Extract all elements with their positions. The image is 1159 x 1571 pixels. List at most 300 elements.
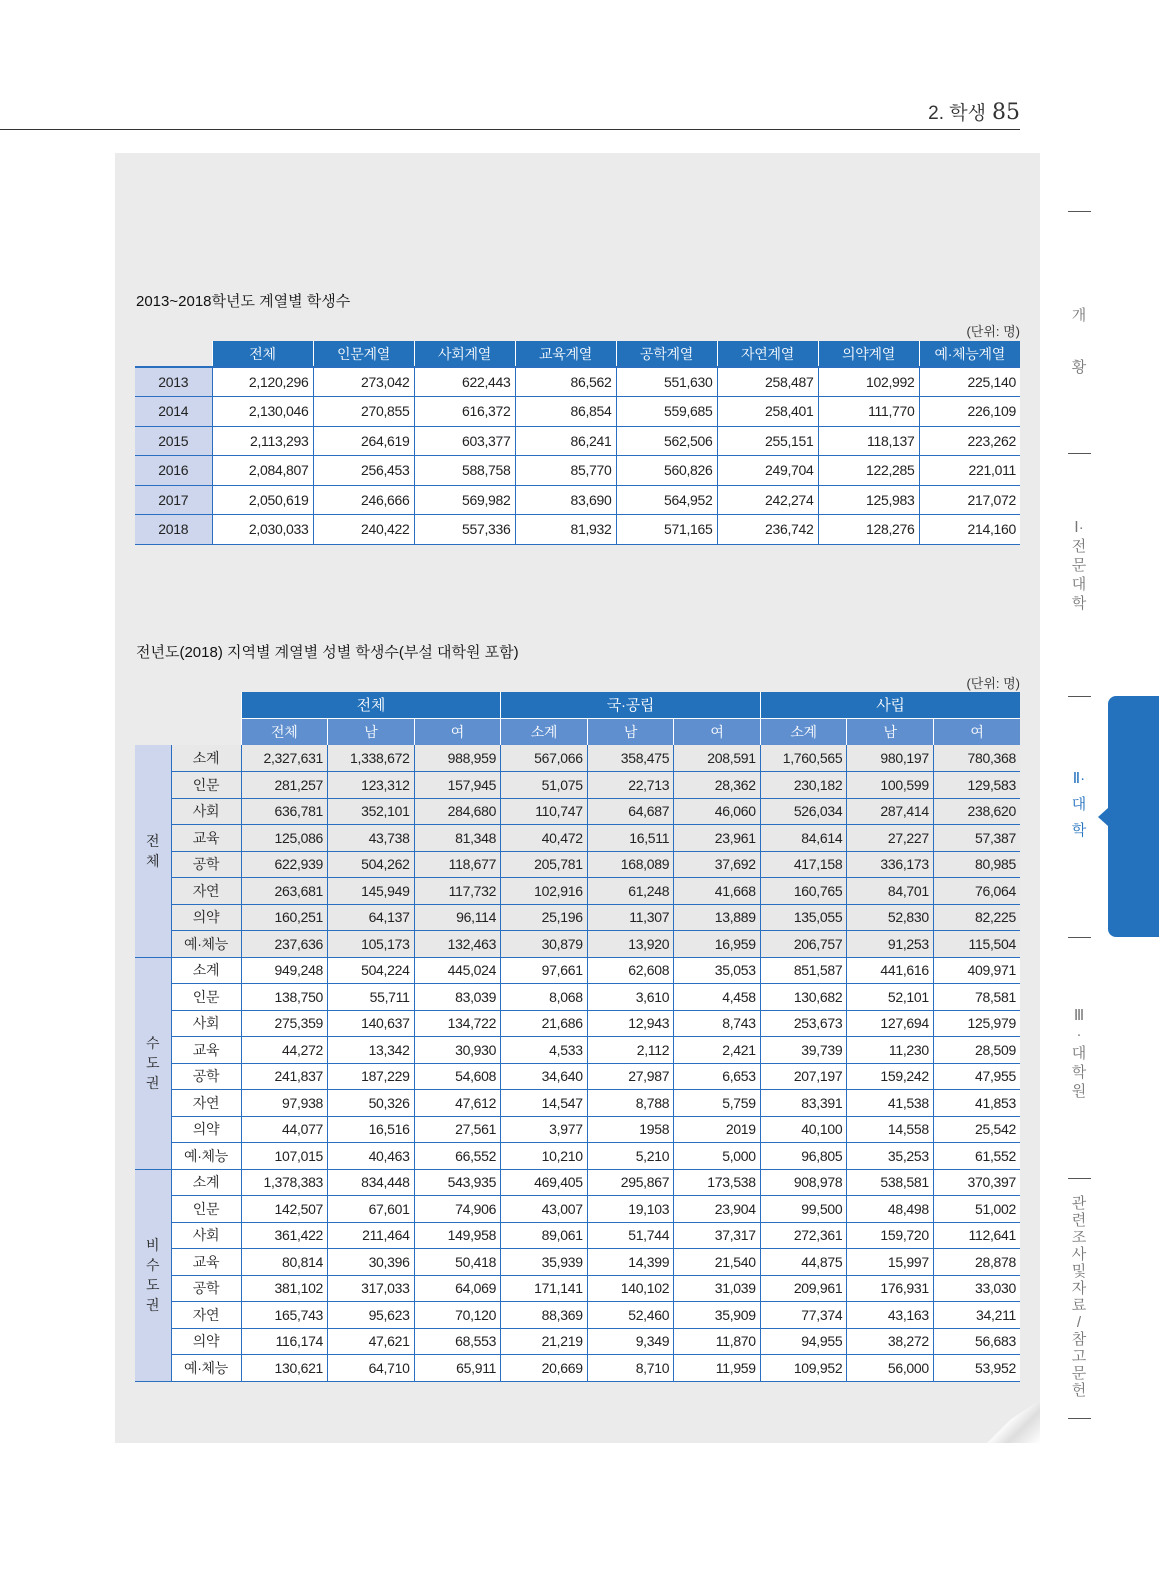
value-cell: 140,102: [587, 1275, 674, 1302]
value-cell: 83,690: [515, 485, 616, 515]
side-nav-item[interactable]: [1068, 290, 1090, 394]
value-cell: 41,668: [674, 878, 761, 905]
side-nav-item[interactable]: [1068, 1195, 1090, 1399]
region-label: 비수도권: [145, 1237, 160, 1313]
value-cell: 11,230: [847, 1037, 934, 1064]
value-cell: 4,458: [674, 984, 761, 1011]
value-cell: 15,997: [847, 1249, 934, 1276]
nav-divider: [1068, 1418, 1091, 1419]
corner-cell: [135, 341, 212, 367]
subcolumn-header: 여: [674, 718, 761, 745]
value-cell: 100,599: [847, 772, 934, 799]
table-row: [135, 1063, 1020, 1090]
value-cell: 908,978: [760, 1169, 847, 1196]
value-cell: 1958: [587, 1116, 674, 1143]
category-cell: 교육: [171, 825, 241, 852]
value-cell: 381,102: [241, 1275, 328, 1302]
value-cell: 97,661: [501, 957, 588, 984]
value-cell: 27,227: [847, 825, 934, 852]
value-cell: 138,750: [241, 984, 328, 1011]
value-cell: 38,272: [847, 1328, 934, 1355]
value-cell: 64,687: [587, 798, 674, 825]
year-cell: 2015: [135, 426, 212, 456]
table-row: [135, 825, 1020, 852]
category-cell: 소계: [171, 1169, 241, 1196]
value-cell: 35,253: [847, 1143, 934, 1170]
value-cell: 241,837: [241, 1063, 328, 1090]
value-cell: 361,422: [241, 1222, 328, 1249]
value-cell: 256,453: [313, 456, 414, 486]
value-cell: 255,151: [717, 426, 818, 456]
value-cell: 187,229: [328, 1063, 415, 1090]
value-cell: 125,979: [933, 1010, 1020, 1037]
value-cell: 3,610: [587, 984, 674, 1011]
value-cell: 526,034: [760, 798, 847, 825]
category-cell: 예·체능: [171, 1143, 241, 1170]
value-cell: 118,137: [818, 426, 919, 456]
value-cell: 988,959: [414, 745, 501, 772]
value-cell: 123,312: [328, 772, 415, 799]
column-header: 인문계열: [313, 341, 414, 367]
subcolumn-header: 남: [328, 718, 415, 745]
nav-divider: [1068, 696, 1091, 697]
value-cell: 55,711: [328, 984, 415, 1011]
value-cell: 11,870: [674, 1328, 761, 1355]
table-row: [135, 426, 1020, 456]
value-cell: 208,591: [674, 745, 761, 772]
value-cell: 6,653: [674, 1063, 761, 1090]
category-cell: 자연: [171, 1302, 241, 1329]
value-cell: 8,710: [587, 1355, 674, 1382]
value-cell: 88,369: [501, 1302, 588, 1329]
value-cell: 52,830: [847, 904, 934, 931]
value-cell: 83,039: [414, 984, 501, 1011]
value-cell: 780,368: [933, 745, 1020, 772]
category-cell: 사회: [171, 1010, 241, 1037]
value-cell: 27,561: [414, 1116, 501, 1143]
value-cell: 112,641: [933, 1222, 1020, 1249]
value-cell: 223,262: [919, 426, 1020, 456]
value-cell: 43,007: [501, 1196, 588, 1223]
corner-cell: [135, 692, 241, 745]
value-cell: 47,955: [933, 1063, 1020, 1090]
value-cell: 89,061: [501, 1222, 588, 1249]
value-cell: 258,401: [717, 397, 818, 427]
value-cell: 603,377: [414, 426, 515, 456]
table-row: [135, 878, 1020, 905]
group-header: 국·공립: [501, 692, 761, 718]
year-cell: 2016: [135, 456, 212, 486]
value-cell: 205,781: [501, 851, 588, 878]
value-cell: 249,704: [717, 456, 818, 486]
value-cell: 13,920: [587, 931, 674, 958]
table-row: [135, 1037, 1020, 1064]
value-cell: 12,943: [587, 1010, 674, 1037]
value-cell: 14,547: [501, 1090, 588, 1117]
value-cell: 1,760,565: [760, 745, 847, 772]
value-cell: 173,538: [674, 1169, 761, 1196]
value-cell: 3,977: [501, 1116, 588, 1143]
value-cell: 2,050,619: [212, 485, 313, 515]
value-cell: 125,086: [241, 825, 328, 852]
value-cell: 110,747: [501, 798, 588, 825]
table-row: [135, 1196, 1020, 1223]
value-cell: 4,533: [501, 1037, 588, 1064]
region-cell: [135, 957, 171, 1169]
value-cell: 37,317: [674, 1222, 761, 1249]
value-cell: 41,538: [847, 1090, 934, 1117]
value-cell: 16,511: [587, 825, 674, 852]
value-cell: 272,361: [760, 1222, 847, 1249]
value-cell: 28,878: [933, 1249, 1020, 1276]
value-cell: 11,959: [674, 1355, 761, 1382]
table-row: [135, 456, 1020, 486]
region-cell: [135, 745, 171, 957]
value-cell: 16,516: [328, 1116, 415, 1143]
value-cell: 76,064: [933, 878, 1020, 905]
value-cell: 160,251: [241, 904, 328, 931]
value-cell: 352,101: [328, 798, 415, 825]
value-cell: 84,701: [847, 878, 934, 905]
value-cell: 85,770: [515, 456, 616, 486]
value-cell: 238,620: [933, 798, 1020, 825]
value-cell: 46,060: [674, 798, 761, 825]
side-nav-label: 관련조사 및 자료/참고문헌: [1071, 1195, 1087, 1399]
value-cell: 51,002: [933, 1196, 1020, 1223]
page-number: 85: [992, 100, 1020, 125]
value-cell: 5,000: [674, 1143, 761, 1170]
value-cell: 8,743: [674, 1010, 761, 1037]
value-cell: 81,348: [414, 825, 501, 852]
category-cell: 예·체능: [171, 1355, 241, 1382]
value-cell: 62,608: [587, 957, 674, 984]
value-cell: 68,553: [414, 1328, 501, 1355]
value-cell: 40,463: [328, 1143, 415, 1170]
table-row: [135, 1355, 1020, 1382]
subcolumn-header: 전체: [241, 718, 328, 745]
value-cell: 236,742: [717, 515, 818, 545]
value-cell: 86,562: [515, 367, 616, 397]
value-cell: 30,930: [414, 1037, 501, 1064]
table-row: [135, 1328, 1020, 1355]
nav-divider: [1068, 453, 1091, 454]
value-cell: 97,938: [241, 1090, 328, 1117]
region-cell: [135, 1169, 171, 1381]
value-cell: 21,686: [501, 1010, 588, 1037]
value-cell: 40,472: [501, 825, 588, 852]
value-cell: 43,738: [328, 825, 415, 852]
active-section-tab: [1108, 696, 1159, 937]
category-cell: 의약: [171, 1116, 241, 1143]
value-cell: 78,581: [933, 984, 1020, 1011]
category-cell: 인문: [171, 984, 241, 1011]
value-cell: 214,160: [919, 515, 1020, 545]
value-cell: 28,509: [933, 1037, 1020, 1064]
table2-unit: (단위: 명): [966, 676, 1020, 691]
value-cell: 157,945: [414, 772, 501, 799]
value-cell: 358,475: [587, 745, 674, 772]
value-cell: 37,692: [674, 851, 761, 878]
value-cell: 571,165: [616, 515, 717, 545]
table-row: [135, 1222, 1020, 1249]
value-cell: 84,614: [760, 825, 847, 852]
value-cell: 23,904: [674, 1196, 761, 1223]
value-cell: 44,875: [760, 1249, 847, 1276]
value-cell: 226,109: [919, 397, 1020, 427]
category-cell: 자연: [171, 878, 241, 905]
value-cell: 5,759: [674, 1090, 761, 1117]
nav-divider: [1068, 1178, 1091, 1179]
subcolumn-header: 소계: [501, 718, 588, 745]
table-row: [135, 745, 1020, 772]
category-cell: 인문: [171, 772, 241, 799]
value-cell: 504,262: [328, 851, 415, 878]
students-by-region-table: [135, 692, 1020, 1382]
value-cell: 409,971: [933, 957, 1020, 984]
value-cell: 2,084,807: [212, 456, 313, 486]
value-cell: 2,112: [587, 1037, 674, 1064]
table1-title: 2013~2018학년도 계열별 학생수: [136, 293, 351, 310]
value-cell: 557,336: [414, 515, 515, 545]
table1-unit: (단위: 명): [966, 324, 1020, 339]
column-header: 자연계열: [717, 341, 818, 367]
value-cell: 134,722: [414, 1010, 501, 1037]
side-nav-item[interactable]: [1068, 766, 1090, 844]
year-cell: 2017: [135, 485, 212, 515]
category-cell: 교육: [171, 1249, 241, 1276]
column-header: 공학계열: [616, 341, 717, 367]
year-cell: 2018: [135, 515, 212, 545]
value-cell: 246,666: [313, 485, 414, 515]
value-cell: 168,089: [587, 851, 674, 878]
value-cell: 142,507: [241, 1196, 328, 1223]
value-cell: 130,682: [760, 984, 847, 1011]
year-cell: 2013: [135, 367, 212, 397]
side-nav-item[interactable]: [1068, 518, 1090, 613]
value-cell: 11,307: [587, 904, 674, 931]
header-divider: [0, 129, 1020, 130]
value-cell: 9,349: [587, 1328, 674, 1355]
value-cell: 44,077: [241, 1116, 328, 1143]
value-cell: 417,158: [760, 851, 847, 878]
subcolumn-header: 남: [587, 718, 674, 745]
column-header: 의약계열: [818, 341, 919, 367]
value-cell: 538,581: [847, 1169, 934, 1196]
value-cell: 221,011: [919, 456, 1020, 486]
value-cell: 13,342: [328, 1037, 415, 1064]
value-cell: 275,359: [241, 1010, 328, 1037]
value-cell: 2019: [674, 1116, 761, 1143]
value-cell: 35,909: [674, 1302, 761, 1329]
value-cell: 50,418: [414, 1249, 501, 1276]
value-cell: 40,100: [760, 1116, 847, 1143]
value-cell: 25,196: [501, 904, 588, 931]
value-cell: 122,285: [818, 456, 919, 486]
value-cell: 287,414: [847, 798, 934, 825]
value-cell: 240,422: [313, 515, 414, 545]
value-cell: 209,961: [760, 1275, 847, 1302]
value-cell: 129,583: [933, 772, 1020, 799]
value-cell: 67,601: [328, 1196, 415, 1223]
value-cell: 469,405: [501, 1169, 588, 1196]
value-cell: 441,616: [847, 957, 934, 984]
value-cell: 264,619: [313, 426, 414, 456]
value-cell: 44,272: [241, 1037, 328, 1064]
value-cell: 107,015: [241, 1143, 328, 1170]
value-cell: 57,387: [933, 825, 1020, 852]
value-cell: 54,608: [414, 1063, 501, 1090]
value-cell: 559,685: [616, 397, 717, 427]
value-cell: 13,889: [674, 904, 761, 931]
value-cell: 636,781: [241, 798, 328, 825]
value-cell: 52,101: [847, 984, 934, 1011]
value-cell: 140,637: [328, 1010, 415, 1037]
value-cell: 135,055: [760, 904, 847, 931]
value-cell: 949,248: [241, 957, 328, 984]
value-cell: 23,961: [674, 825, 761, 852]
value-cell: 96,114: [414, 904, 501, 931]
value-cell: 33,030: [933, 1275, 1020, 1302]
value-cell: 588,758: [414, 456, 515, 486]
value-cell: 336,173: [847, 851, 934, 878]
value-cell: 2,421: [674, 1037, 761, 1064]
value-cell: 560,826: [616, 456, 717, 486]
value-cell: 10,210: [501, 1143, 588, 1170]
table2-title: 전년도(2018) 지역별 계열별 성별 학생수(부설 대학원 포함): [136, 644, 519, 661]
value-cell: 94,955: [760, 1328, 847, 1355]
group-header: 전체: [241, 692, 501, 718]
category-cell: 공학: [171, 1275, 241, 1302]
table-row: [135, 367, 1020, 397]
value-cell: 206,757: [760, 931, 847, 958]
table-row: [135, 485, 1020, 515]
value-cell: 1,338,672: [328, 745, 415, 772]
value-cell: 980,197: [847, 745, 934, 772]
value-cell: 622,443: [414, 367, 515, 397]
value-cell: 14,558: [847, 1116, 934, 1143]
value-cell: 211,464: [328, 1222, 415, 1249]
value-cell: 270,855: [313, 397, 414, 427]
value-cell: 317,033: [328, 1275, 415, 1302]
category-cell: 자연: [171, 1090, 241, 1117]
column-header: 예·체능계열: [919, 341, 1020, 367]
value-cell: 64,710: [328, 1355, 415, 1382]
side-nav-item[interactable]: [1068, 1006, 1090, 1101]
category-cell: 의약: [171, 1328, 241, 1355]
value-cell: 263,681: [241, 878, 328, 905]
value-cell: 65,911: [414, 1355, 501, 1382]
value-cell: 61,552: [933, 1143, 1020, 1170]
column-header: 사회계열: [414, 341, 515, 367]
category-cell: 인문: [171, 1196, 241, 1223]
value-cell: 165,743: [241, 1302, 328, 1329]
value-cell: 96,805: [760, 1143, 847, 1170]
value-cell: 95,623: [328, 1302, 415, 1329]
category-cell: 소계: [171, 745, 241, 772]
value-cell: 70,120: [414, 1302, 501, 1329]
value-cell: 34,640: [501, 1063, 588, 1090]
region-label: 수도권: [145, 1035, 160, 1091]
running-header: [928, 98, 1020, 125]
value-cell: 2,120,296: [212, 367, 313, 397]
value-cell: 99,500: [760, 1196, 847, 1223]
value-cell: 66,552: [414, 1143, 501, 1170]
value-cell: 21,540: [674, 1249, 761, 1276]
category-cell: 공학: [171, 1063, 241, 1090]
value-cell: 8,068: [501, 984, 588, 1011]
table-row: [135, 851, 1020, 878]
value-cell: 2,130,046: [212, 397, 313, 427]
value-cell: 34,211: [933, 1302, 1020, 1329]
value-cell: 47,612: [414, 1090, 501, 1117]
value-cell: 105,173: [328, 931, 415, 958]
value-cell: 217,072: [919, 485, 1020, 515]
table-row: [135, 397, 1020, 427]
value-cell: 81,932: [515, 515, 616, 545]
value-cell: 128,276: [818, 515, 919, 545]
table-row: [135, 798, 1020, 825]
value-cell: 25,542: [933, 1116, 1020, 1143]
value-cell: 102,916: [501, 878, 588, 905]
year-cell: 2014: [135, 397, 212, 427]
value-cell: 19,103: [587, 1196, 674, 1223]
value-cell: 30,396: [328, 1249, 415, 1276]
value-cell: 160,765: [760, 878, 847, 905]
value-cell: 370,397: [933, 1169, 1020, 1196]
value-cell: 273,042: [313, 367, 414, 397]
subcolumn-header: 여: [933, 718, 1020, 745]
nav-divider: [1068, 211, 1091, 212]
value-cell: 118,677: [414, 851, 501, 878]
value-cell: 132,463: [414, 931, 501, 958]
value-cell: 2,030,033: [212, 515, 313, 545]
value-cell: 20,669: [501, 1355, 588, 1382]
value-cell: 159,720: [847, 1222, 934, 1249]
group-header: 사립: [760, 692, 1020, 718]
subcolumn-header: 소계: [760, 718, 847, 745]
nav-divider: [1068, 937, 1091, 938]
value-cell: 27,987: [587, 1063, 674, 1090]
value-cell: 130,621: [241, 1355, 328, 1382]
value-cell: 8,788: [587, 1090, 674, 1117]
value-cell: 115,504: [933, 931, 1020, 958]
value-cell: 48,498: [847, 1196, 934, 1223]
value-cell: 616,372: [414, 397, 515, 427]
table-row: [135, 931, 1020, 958]
subcolumn-header: 여: [414, 718, 501, 745]
column-header: 전체: [212, 341, 313, 367]
value-cell: 14,399: [587, 1249, 674, 1276]
value-cell: 284,680: [414, 798, 501, 825]
value-cell: 543,935: [414, 1169, 501, 1196]
value-cell: 61,248: [587, 878, 674, 905]
value-cell: 237,636: [241, 931, 328, 958]
value-cell: 2,327,631: [241, 745, 328, 772]
category-cell: 의약: [171, 904, 241, 931]
table-row: [135, 957, 1020, 984]
value-cell: 564,952: [616, 485, 717, 515]
value-cell: 43,163: [847, 1302, 934, 1329]
category-cell: 사회: [171, 798, 241, 825]
value-cell: 35,939: [501, 1249, 588, 1276]
value-cell: 91,253: [847, 931, 934, 958]
value-cell: 851,587: [760, 957, 847, 984]
value-cell: 207,197: [760, 1063, 847, 1090]
table-row: [135, 1249, 1020, 1276]
column-header: 교육계열: [515, 341, 616, 367]
value-cell: 242,274: [717, 485, 818, 515]
value-cell: 53,952: [933, 1355, 1020, 1382]
